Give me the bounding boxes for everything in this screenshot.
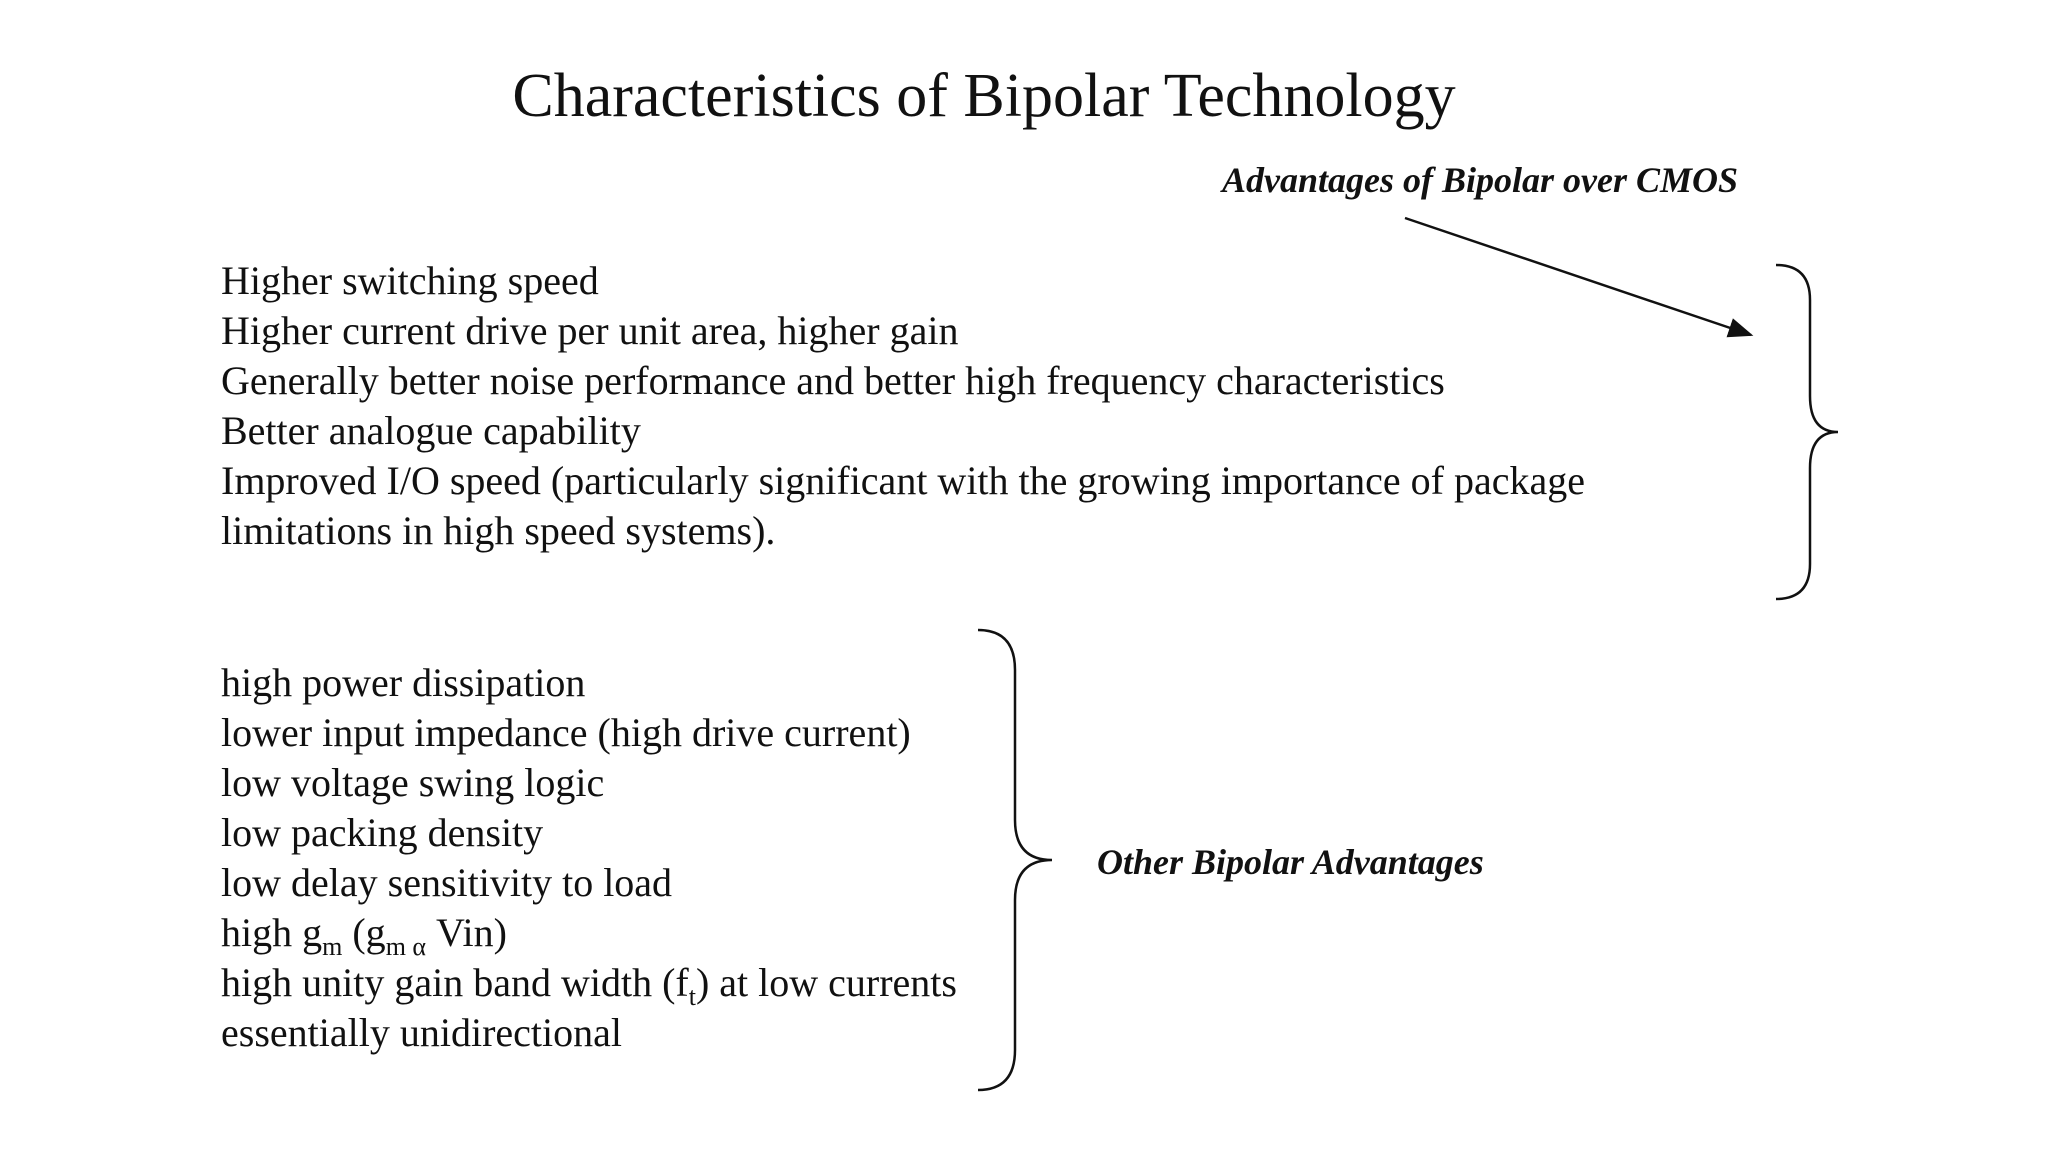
ft-suffix: ) at low currents: [695, 960, 957, 1005]
ft-subscript: t: [688, 982, 696, 1011]
gm-mid: (g: [342, 910, 386, 955]
other-advantages-label: Other Bipolar Advantages: [1097, 842, 1484, 882]
gm-prefix: high g: [221, 910, 323, 955]
list-item: limitations in high speed systems).: [221, 508, 776, 553]
list-item: essentially unidirectional: [221, 1010, 622, 1055]
list-item: Improved I/O speed (particularly significant with the growing importance of package: [221, 458, 1585, 503]
right-curly-brace-top: [1776, 265, 1838, 599]
advantages-over-cmos-label: Advantages of Bipolar over CMOS: [1222, 160, 1739, 200]
list-item: low voltage swing logic: [221, 760, 605, 805]
pointer-arrow: [1405, 218, 1751, 335]
list-item: low delay sensitivity to load: [221, 860, 673, 905]
right-curly-brace-bottom: [978, 630, 1052, 1090]
list-item: lower input impedance (high drive current): [221, 710, 911, 755]
list-item: low packing density: [221, 810, 544, 855]
gm-subscript: m: [322, 932, 343, 961]
gm-suffix: Vin): [426, 910, 507, 955]
ft-prefix: high unity gain band width (f: [221, 960, 689, 1005]
list-item: Higher switching speed: [221, 258, 599, 303]
list-item: high power dissipation: [221, 660, 586, 705]
slide-title: Characteristics of Bipolar Technology: [512, 62, 1456, 130]
gm-alpha-subscript: m α: [385, 932, 427, 961]
list-item: Higher current drive per unit area, higher gain: [221, 308, 959, 353]
list-item: Generally better noise performance and better high frequency characteristics: [221, 358, 1445, 403]
list-item: Better analogue capability: [221, 408, 641, 453]
